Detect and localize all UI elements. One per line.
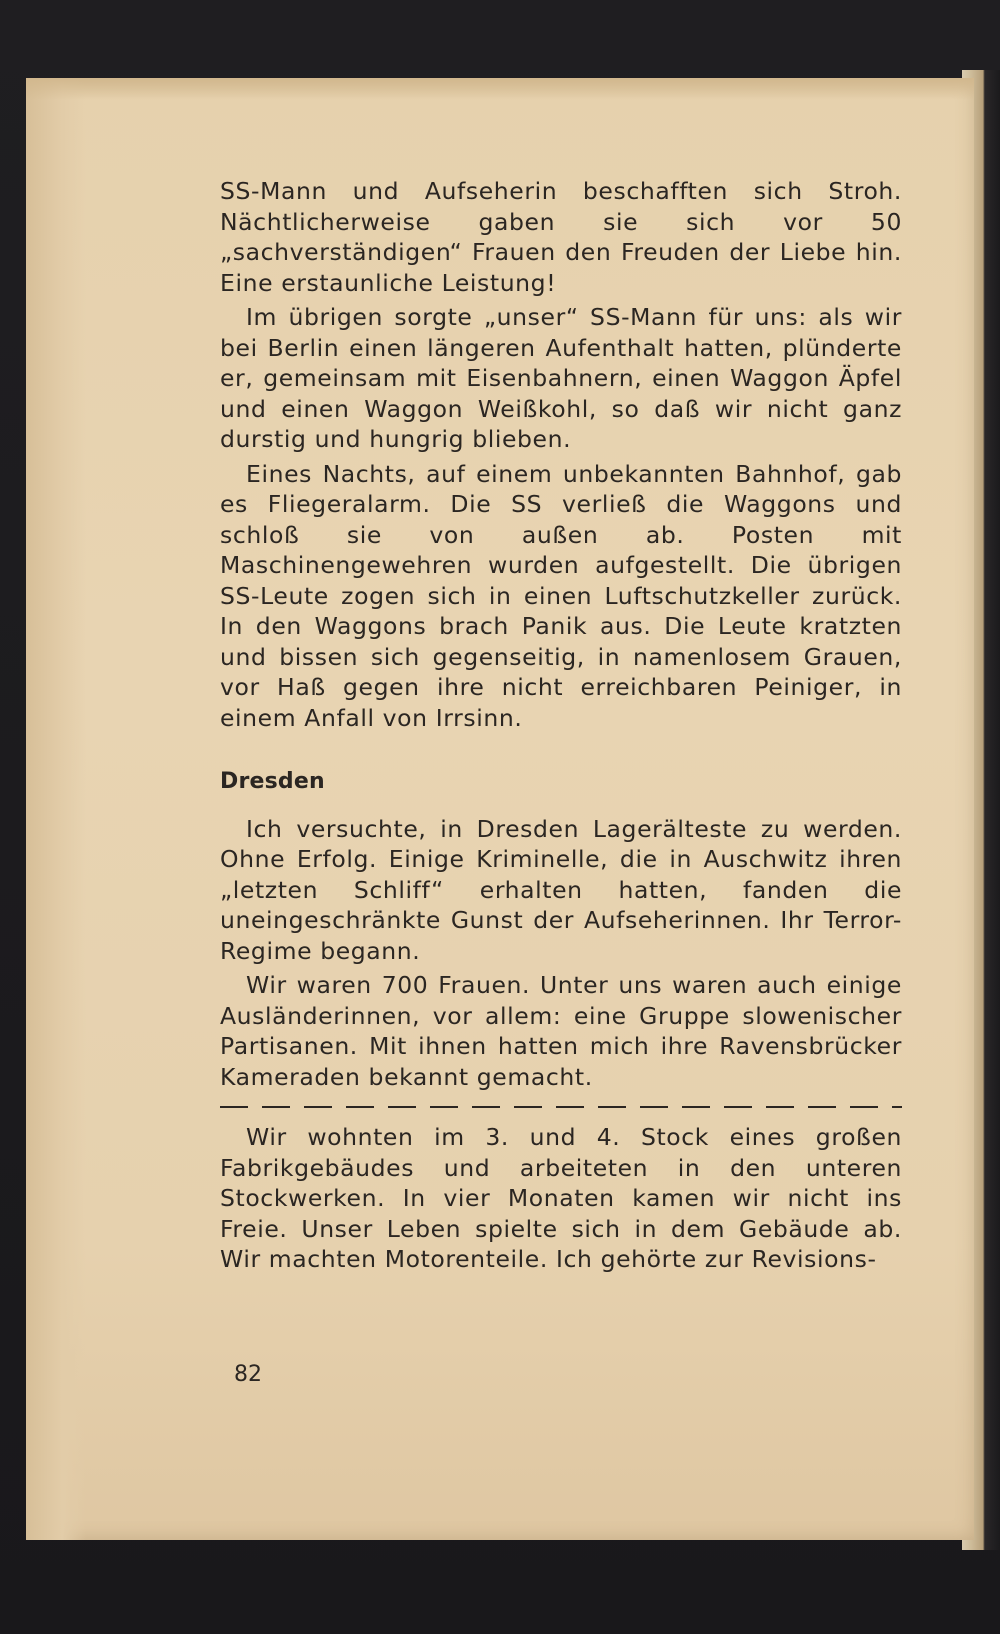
dashed-separator [220, 1106, 902, 1108]
paragraph: Ich versuchte, in Dresden Lagerälteste zu werden. Ohne Erfolg. Einige Kriminelle, die in Auschwitz ihren „letzten Schliff“ erhalten hatten, fanden die uneingeschränkte Gunst der Aufseherinnen. Ihr Terror-Regime begann. [220, 814, 902, 965]
page-text [220, 176, 902, 1275]
paragraph: Wir wohnten im 3. und 4. Stock eines großen Fabrikgebäudes und arbeiteten in den unteren Stockwerken. In vier Monaten kamen wir nicht ins Freie. Unser Leben spielte sich in dem Gebäude ab. Wir machten Motorenteile. Ich gehörte zur Revisions- [220, 1123, 902, 1273]
paragraph: Wir waren 700 Frauen. Unter uns waren auch einige Ausländerinnen, vor allem: eine Gruppe slowenischer Partisanen. Mit ihnen hatten mich ihre Ravensbrücker Kameraden bekannt gemacht. [220, 971, 902, 1091]
section-heading: Dresden [220, 769, 325, 794]
paragraph: Eines Nachts, auf einem unbekannten Bahnhof, gab es Fliegeralarm. Die SS verließ die Waggons und schloß sie von außen ab. Posten mit Maschinengewehren wurden aufgestellt. Die übrigen SS-Leute zogen sich in einen Luftschutzkeller zurück. In den Waggons brach Panik aus. Die Leute kratzten und bissen sich gegenseitig, in namenlosem Grauen, vor Haß gegen ihre nicht erreichbaren Peiniger, in einem Anfall von Irrsinn. [220, 459, 902, 732]
paragraph: Im übrigen sorgte „unser“ SS-Mann für uns: als wir bei Berlin einen längeren Aufenthalt hatten, plünderte er, gemeinsam mit Eisenbahnern, einen Waggon Äpfel und einen Waggon Weißkohl, so daß wir nicht ganz durstig und hungrig blieben. [220, 303, 902, 453]
paragraph: SS-Mann und Aufseherin beschafften sich Stroh. Nächtlicherweise gaben sie sich vor 50 „sachverständigen“ Frauen den Freuden der Liebe hin. Eine erstaunliche Leistung! [220, 177, 902, 297]
page-gutter-shadow [26, 78, 86, 1540]
page-top-shadow [26, 78, 974, 100]
page-number: 82 [234, 1362, 262, 1387]
